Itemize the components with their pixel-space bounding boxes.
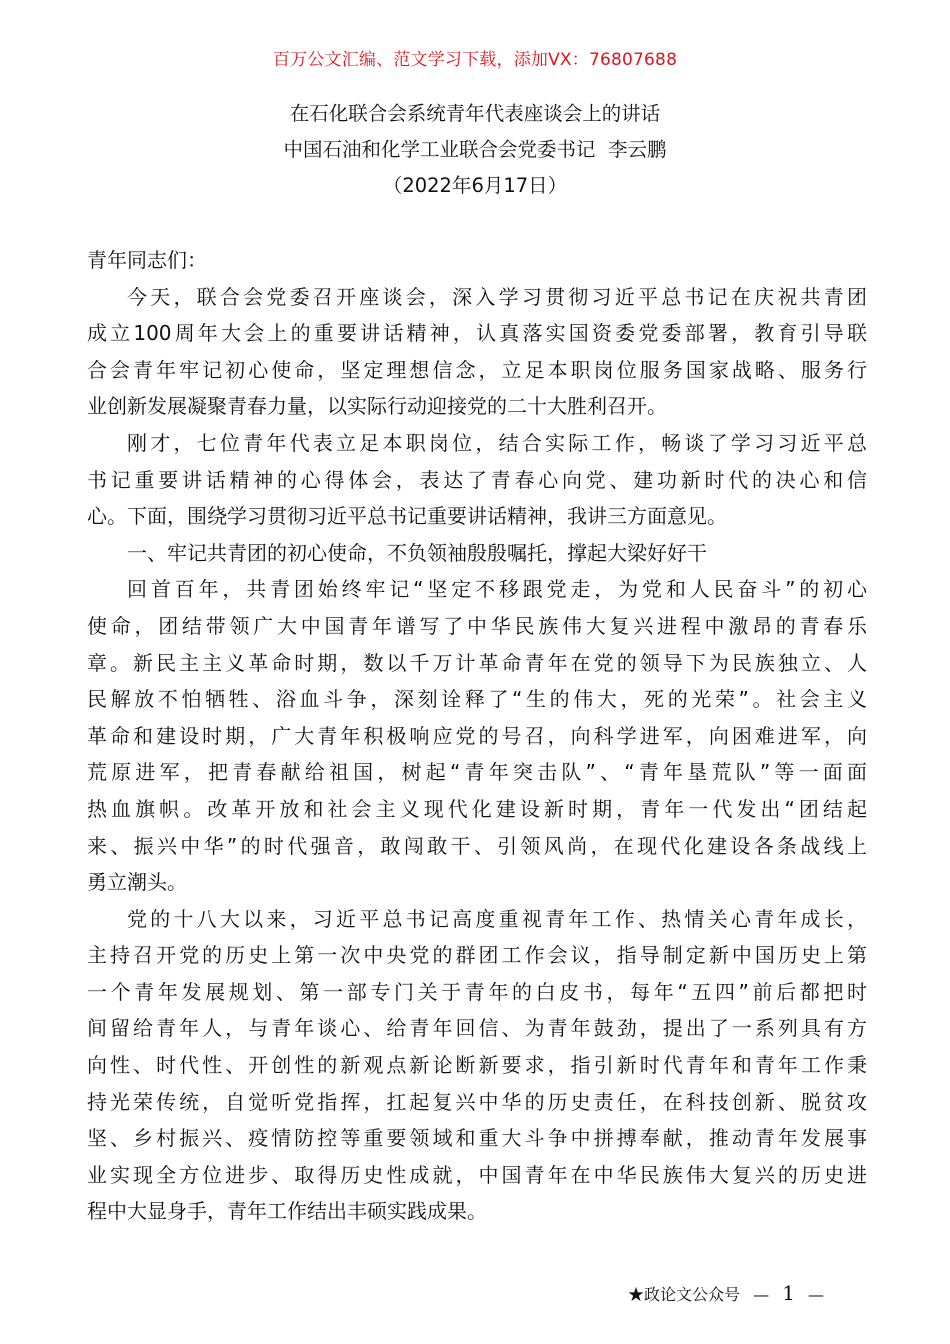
- heading-line: 一、牢记共青团的初心使命，不负领袖殷殷嘱托，撑起大梁好好干: [127, 540, 707, 565]
- paragraph-line: 章。新民主主义革命时期，数以千万计革命青年在党的领导下为民族独立、人: [87, 650, 867, 675]
- paragraph-line: 合会青年牢记初心使命，坚定理想信念，立足本职岗位服务国家战略、服务行: [87, 357, 867, 382]
- footer-dash-left: —: [753, 1285, 770, 1304]
- paragraph-line: 成立100周年大会上的重要讲话精神，认真落实国资委党委部署，教育引导联: [87, 321, 867, 346]
- section-heading: [87, 535, 867, 572]
- speech-date: （2022年6月17日）: [382, 174, 568, 197]
- page-footer: [628, 1281, 832, 1305]
- paragraph-line: 使命，团结带领广大中国青年谱写了中华民族伟大复兴进程中激昂的青春乐: [87, 613, 867, 638]
- footer-dash-right: —: [808, 1285, 825, 1304]
- paragraph-line: 业实现全方位进步、取得历史性成就，中国青年在中华民族伟大复兴的历史进: [87, 1162, 867, 1187]
- paragraph-line: 程中大显身手，青年工作结出丰硕实践成果。: [87, 1199, 487, 1224]
- paragraph-line: 热血旗帜。改革开放和社会主义现代化建设新时期，青年一代发出“团结起: [87, 796, 867, 821]
- document-body: [87, 242, 867, 1230]
- speech-title: 在石化联合会系统青年代表座谈会上的讲话: [289, 102, 661, 125]
- paragraph-line: 一个青年发展规划、第一部专门关于青年的白皮书，每年“五四”前后都把时: [87, 979, 867, 1004]
- paragraph-line: 民解放不怕牺牲、浴血斗争，深刻诠释了“生的伟大，死的光荣”。社会主义: [87, 687, 867, 712]
- page-number: 1: [782, 1281, 795, 1305]
- title-block: [0, 96, 950, 204]
- paragraph-line: 今天，联合会党委召开座谈会，深入学习贯彻习近平总书记在庆祝共青团: [127, 284, 867, 309]
- paragraph-line: 革命和建设时期，广大青年积极响应党的号召，向科学进军，向困难进军，向: [87, 723, 867, 748]
- paragraph-line: 荒原进军，把青春献给祖国，树起“青年突击队”、“青年垦荒队”等一面面: [87, 760, 867, 785]
- paragraph: [87, 425, 867, 535]
- paragraph-line: 来、振兴中华”的时代强音，敢闯敢干、引领风尚，在现代化建设各条战线上: [87, 833, 867, 858]
- paragraph-line: 党的十八大以来，习近平总书记高度重视青年工作、热情关心青年成长，: [127, 906, 867, 931]
- salutation: 青年同志们：: [87, 248, 207, 272]
- speaker-line: 中国石油和化学工业联合会党委书记 李云鹏: [283, 138, 667, 161]
- paragraph: [87, 279, 867, 425]
- paragraph-line: 向性、时代性、开创性的新观点新论断新要求，指引新时代青年和青年工作秉: [87, 1053, 867, 1078]
- paragraph-line: 间留给青年人，与青年谈心、给青年回信、为青年鼓劲，提出了一系列具有方: [87, 1016, 867, 1041]
- paragraph: [87, 571, 867, 900]
- footer-source: ★政论文公众号: [628, 1285, 741, 1304]
- paragraph-line: 回首百年，共青团始终牢记“坚定不移跟党走，为党和人民奋斗”的初心: [127, 577, 867, 602]
- paragraph-line: 书记重要讲话精神的心得体会，表达了青春心向党、建功新时代的决心和信: [87, 467, 867, 492]
- watermark-banner: 百万公文汇编、范文学习下载，添加VX：76807688: [272, 50, 678, 70]
- paragraph-line: 主持召开党的历史上第一次中央党的群团工作会议，指导制定新中国历史上第: [87, 943, 867, 968]
- paragraph-line: 持光荣传统，自觉听党指挥，扛起复兴中华的历史责任，在科技创新、脱贫攻: [87, 1089, 867, 1114]
- paragraph-line: 心。下面，围绕学习贯彻习近平总书记重要讲话精神，我讲三方面意见。: [87, 504, 727, 529]
- paragraph-line: 坚、乡村振兴、疫情防控等重要领域和重大斗争中拼搏奉献，推动青年发展事: [87, 1126, 867, 1151]
- paragraph: [87, 901, 867, 1230]
- paragraph-line: 业创新发展凝聚青春力量，以实际行动迎接党的二十大胜利召开。: [87, 394, 667, 419]
- paragraph-line: 勇立潮头。: [87, 870, 187, 895]
- paragraph-line: 刚才，七位青年代表立足本职岗位，结合实际工作，畅谈了学习习近平总: [127, 430, 867, 455]
